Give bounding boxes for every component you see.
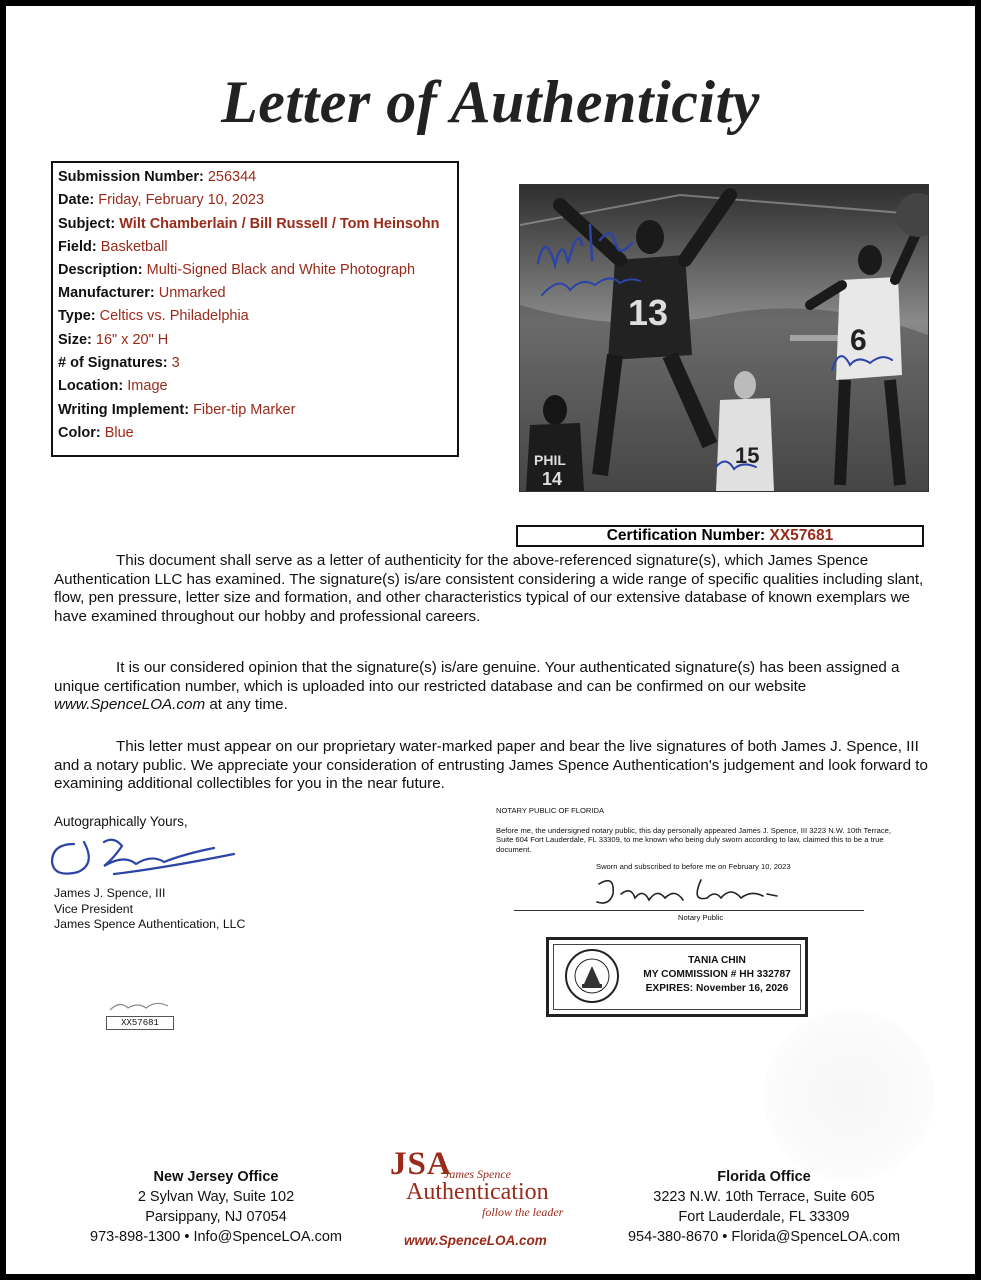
notary-signature-line [514, 910, 864, 911]
basketball-photograph [519, 184, 929, 492]
svg-text:PHIL: PHIL [534, 452, 566, 468]
implement-value: Fiber-tip Marker [193, 401, 296, 418]
signatory-name: James J. Spence, III [54, 886, 166, 900]
florida-office [604, 1167, 924, 1247]
notary-body: Before me, the undersigned notary public, this day personally appeared James J. Spence, III 3223 N.W. 10th Terrace, Suite 604 Fort Lauderdale, FL 33309, to me known who being duly sworn according to law, claimed this to be a true document. [496, 825, 891, 854]
size-value: 16" x 20" H [95, 331, 169, 348]
color-row [58, 422, 452, 445]
nj-address-line1: 2 Sylvan Way, Suite 102 [137, 1189, 295, 1205]
color-value: Blue [104, 424, 134, 441]
notary-header: NOTARY PUBLIC OF FLORIDA [496, 806, 605, 815]
paragraph-3-text: This letter must appear on our proprietary water-marked paper and bear the live signatures of both James J. Spence, III and a notary public. We appreciate your consideration of entrusting James Spence Authentication's judgement and look forward to examining additional collectibles for you in the near future. [54, 738, 928, 792]
certification-value: XX57681 [769, 527, 834, 544]
jsa-logo-james-spence: James Spence [444, 1167, 511, 1181]
fl-address-line2: Fort Lauderdale, FL 33309 [678, 1209, 850, 1225]
jsa-logo-tagline: follow the leader [482, 1205, 564, 1219]
paragraph-watermark [54, 738, 934, 794]
certification-number-box [516, 525, 924, 547]
svg-text:6: 6 [850, 324, 867, 357]
location-label: Location: [58, 378, 124, 395]
photo-scene [520, 185, 928, 491]
fl-contact: 954-380-8670 • Florida@SpenceLOA.com [627, 1229, 901, 1245]
field-row [58, 236, 452, 259]
date-row [58, 189, 452, 212]
spence-signature [44, 824, 244, 882]
stamp-name: TANIA CHIN [688, 955, 746, 966]
certification-label: Certification Number: [606, 527, 766, 544]
location-row [58, 375, 452, 398]
closing-salutation: Autographically Yours, [54, 814, 188, 829]
location-value: Image [127, 378, 168, 395]
embossed-seal [764, 1010, 934, 1180]
nj-office-title: New Jersey Office [153, 1169, 279, 1185]
notary-public-label: Notary Public [678, 913, 724, 922]
svg-text:15: 15 [735, 443, 760, 468]
manufacturer-value: Unmarked [158, 285, 226, 302]
stamp-commission: MY COMMISSION # HH 332787 [643, 969, 791, 980]
size-label: Size: [58, 331, 92, 348]
date-value: Friday, February 10, 2023 [98, 192, 265, 209]
signatures-row [58, 352, 452, 375]
signatures-label: # of Signatures: [58, 355, 168, 372]
paragraph-2-text-b: at any time. [205, 696, 288, 713]
paragraph-authenticity [54, 552, 934, 626]
subject-label: Subject: [58, 215, 116, 232]
implement-row [58, 399, 452, 422]
subject-row [58, 213, 452, 236]
svg-text:14: 14 [542, 469, 563, 489]
paragraph-1-text: This document shall serve as a letter of authenticity for the above-referenced signature(s), which James Spence Authentication LLC has examined. The signature(s) is/are consistent considering a wide range of specific qualities including slant, flow, pen pressure, letter size and formation, and other characteristics typical of our extensive database of known exemplars we have examined throughout our hobby and professional careers. [54, 552, 924, 625]
submission-value: 256344 [207, 169, 257, 185]
jsa-logo-mark: JSA [390, 1146, 452, 1182]
letter-page [6, 6, 975, 1274]
notary-sworn-text: Sworn and subscribed to before me on February 10, 2023 [596, 862, 791, 871]
submission-row [58, 166, 452, 189]
new-jersey-office [66, 1167, 366, 1247]
description-row [58, 259, 452, 282]
notary-signature [591, 872, 791, 912]
manufacturer-row [58, 282, 452, 305]
stamp-expires: EXPIRES: November 16, 2026 [645, 983, 789, 994]
nj-contact: 973-898-1300 • Info@SpenceLOA.com [90, 1229, 342, 1245]
color-label: Color: [58, 424, 101, 441]
field-value: Basketball [100, 238, 168, 255]
florida-seal-icon [564, 948, 620, 1004]
size-row [58, 329, 452, 352]
submission-info-box [51, 161, 459, 457]
signatory-company: James Spence Authentication, LLC [54, 917, 246, 931]
field-label: Field: [58, 238, 97, 255]
subject-value: Wilt Chamberlain / Bill Russell / Tom Heinsohn [119, 215, 440, 232]
website-link[interactable]: www.SpenceLOA.com [54, 696, 206, 713]
signatory-title: Vice President [54, 901, 134, 916]
submission-label: Submission Number: [58, 169, 204, 185]
signatures-value: 3 [171, 355, 180, 372]
certification-sticker: XX57681 [106, 1016, 174, 1030]
fl-address-line1: 3223 N.W. 10th Terrace, Suite 605 [653, 1189, 875, 1205]
jsa-logo-authentication: Authentication [406, 1179, 549, 1205]
page-title: Letter of Authenticity [221, 69, 760, 135]
notary-section [496, 806, 896, 854]
paragraph-opinion [54, 659, 934, 715]
date-label: Date: [58, 192, 95, 209]
paragraph-2-text-a: It is our considered opinion that the signature(s) is/are genuine. Your authenticated signature(s) has been assigned a unique certification number, which is uploaded into our restricted database and can be confirmed on our website [54, 659, 900, 695]
implement-label: Writing Implement: [58, 401, 190, 418]
sticker-signature [106, 996, 176, 1016]
manufacturer-label: Manufacturer: [58, 285, 155, 302]
type-label: Type: [58, 308, 96, 325]
svg-text:13: 13 [628, 292, 669, 333]
type-row [58, 305, 452, 328]
signatory-block [54, 886, 245, 933]
notary-stamp [546, 937, 808, 1017]
stamp-text [631, 954, 803, 996]
type-value: Celtics vs. Philadelphia [99, 308, 249, 325]
description-label: Description: [58, 261, 143, 278]
jsa-website-link[interactable]: www.SpenceLOA.com [404, 1233, 547, 1248]
fl-office-title: Florida Office [717, 1169, 811, 1185]
description-value: Multi-Signed Black and White Photograph [146, 261, 416, 278]
nj-address-line2: Parsippany, NJ 07054 [145, 1209, 287, 1225]
